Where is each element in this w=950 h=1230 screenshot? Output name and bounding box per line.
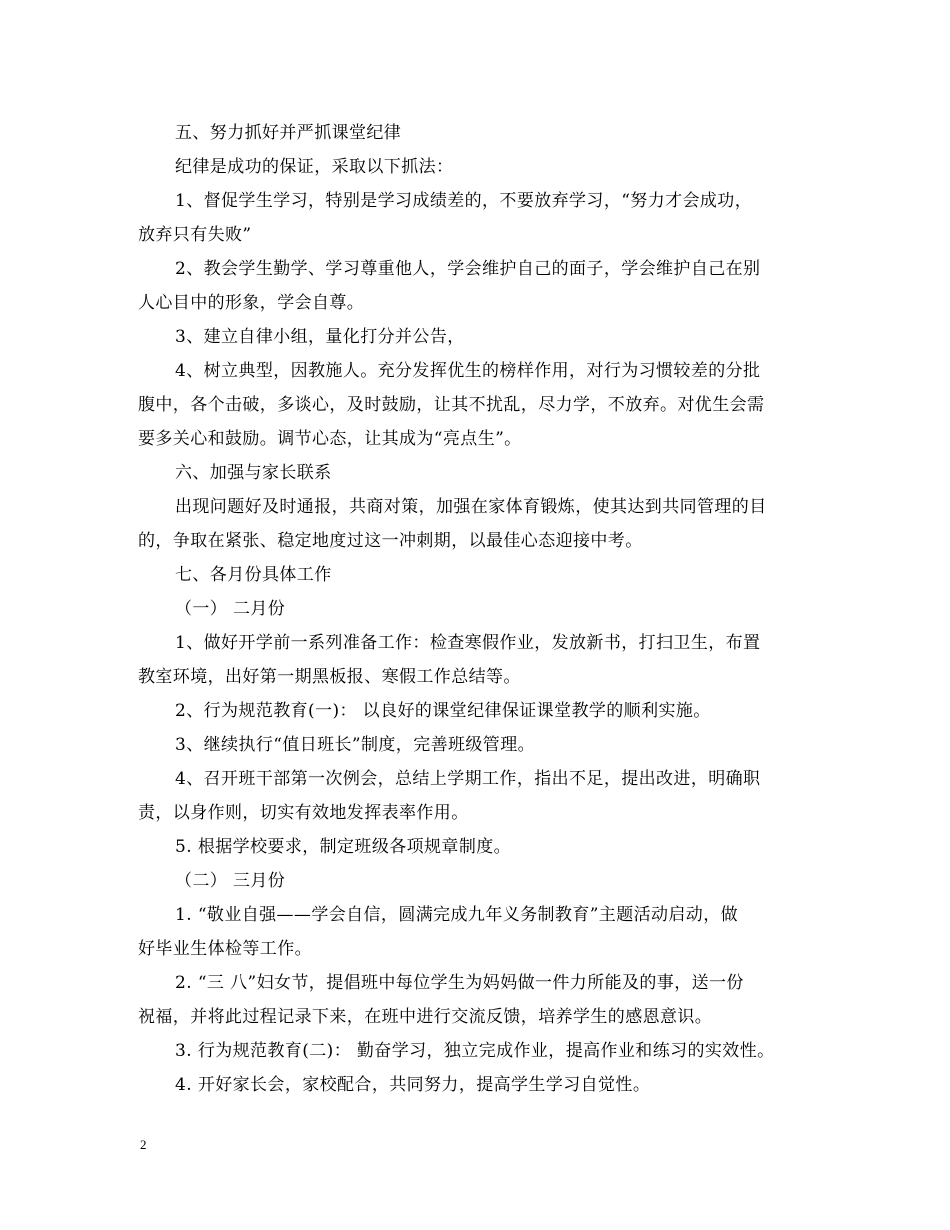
text-line: （二） 三月份 xyxy=(175,871,286,891)
page-number: 2 xyxy=(140,1137,147,1152)
text-line: 出现问题好及时通报，共商对策，加强在家体育锻炼，使其达到共同管理的目 xyxy=(175,497,767,517)
text-line: （一） 二月份 xyxy=(175,599,286,619)
text-line: 2、行为规范教育(一)： 以良好的课堂纪律保证课堂教学的顺利实施。 xyxy=(175,701,711,721)
text-line: 要多关心和鼓励。调节心态，让其成为“亮点生”。 xyxy=(138,429,522,449)
document-body xyxy=(138,116,828,1102)
text-line: 的，争取在紧张、稳定地度过这一冲刺期，以最佳心态迎接中考。 xyxy=(138,531,643,551)
text-line: 七、各月份具体工作 xyxy=(175,565,332,585)
text-line: 教室环境，出好第一期黑板报、寒假工作总结等。 xyxy=(138,667,521,687)
text-line: 2. “三 八”妇女节，提倡班中每位学生为妈妈做一件力所能及的事，送一份 xyxy=(175,973,744,993)
text-line: 1、做好开学前一系列准备工作：检查寒假作业，发放新书，打扫卫生，布置 xyxy=(175,633,761,653)
text-line: 1. “敬业自强——学会自信，圆满完成九年义务制教育”主题活动启动，做 xyxy=(175,905,739,925)
text-line: 3. 行为规范教育(二)： 勤奋学习，独立完成作业，提高作业和练习的实效性。 xyxy=(175,1041,775,1061)
text-line: 人心目中的形象，学会自尊。 xyxy=(138,293,365,313)
text-line: 祝福，并将此过程记录下来，在班中进行交流反馈，培养学生的感恩意识。 xyxy=(138,1007,713,1027)
text-line: 五、努力抓好并严抓课堂纪律 xyxy=(175,123,402,143)
text-line: 3、继续执行“值日班长”制度，完善班级管理。 xyxy=(175,735,535,755)
text-line: 5. 根据学校要求，制定班级各项规章制度。 xyxy=(175,837,512,857)
text-line: 责，以身作则，切实有效地发挥表率作用。 xyxy=(138,803,469,823)
text-line: 放弃只有失败” xyxy=(138,225,252,245)
text-line: 2、教会学生勤学、学习尊重他人，学会维护自己的面子，学会维护自己在别 xyxy=(175,259,761,279)
text-line: 1、督促学生学习，特别是学习成绩差的，不要放弃学习，“努力才会成功， xyxy=(175,191,753,211)
text-line: 腹中，各个击破，多谈心，及时鼓励，让其不扰乱，尽力学，不放弃。对优生会需 xyxy=(138,395,765,415)
text-line: 4. 开好家长会，家校配合，共同努力，提高学生学习自觉性。 xyxy=(175,1075,651,1095)
text-line: 六、加强与家长联系 xyxy=(175,463,332,483)
text-line: 纪律是成功的保证，采取以下抓法： xyxy=(175,157,454,177)
text-line: 3、建立自律小组，量化打分并公告， xyxy=(175,327,465,347)
text-line: 4、树立典型，因教施人。充分发挥优生的榜样作用，对行为习惯较差的分批 xyxy=(175,361,761,381)
text-line: 4、召开班干部第一次例会，总结上学期工作，指出不足，提出改进，明确职 xyxy=(175,769,761,789)
text-line: 好毕业生体检等工作。 xyxy=(138,939,312,959)
